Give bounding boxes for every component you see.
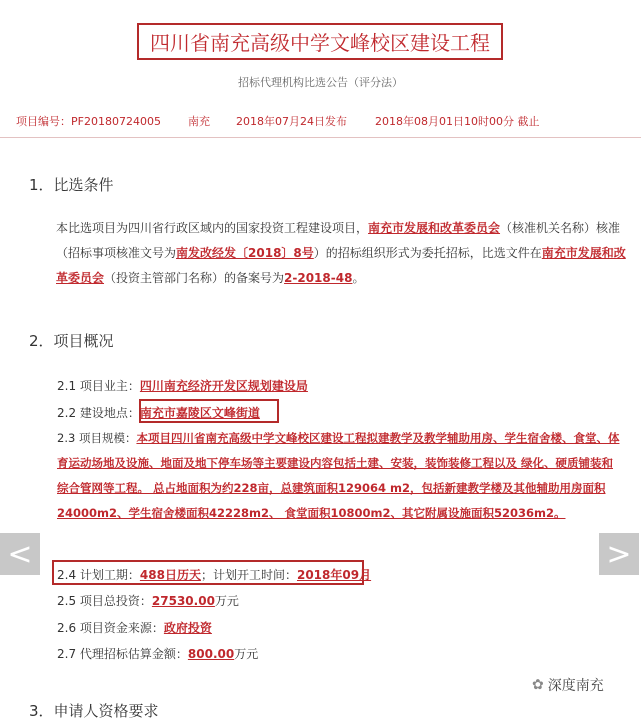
- deadline: 2018年08月01日10时00分 截止: [375, 115, 540, 128]
- next-arrow-button[interactable]: [599, 533, 639, 575]
- text-run: 本比选项目为四川省行政区域内的国家投资工程建设项目，: [56, 221, 369, 235]
- site-value: 南充市嘉陵区文峰街道: [139, 406, 260, 420]
- wechat-icon: ✿: [532, 677, 544, 693]
- investment-value: 27530.00: [151, 594, 215, 608]
- approval-number: 南发改经发〔2018〕8号: [176, 246, 314, 260]
- publish-date: 2018年07月24日发布: [236, 115, 347, 128]
- investment-unit: 万元: [214, 594, 239, 608]
- title-box: [137, 23, 503, 60]
- owner-value: 四川南充经济开发区规划建设局: [139, 379, 308, 393]
- prev-arrow-button[interactable]: [0, 533, 40, 575]
- fee-row: [57, 645, 258, 662]
- text-run: （投资主管部门名称）的备案号为: [104, 271, 285, 285]
- page-title: 四川省南充高级中学文峰校区建设工程: [150, 31, 490, 55]
- start-value: 2018年09月: [296, 568, 372, 582]
- filing-number: 2-2018-48: [284, 271, 353, 285]
- project-number: 项目编号：PF20180724005: [16, 115, 161, 128]
- scale-row: [57, 426, 622, 526]
- fund-row: [57, 619, 212, 636]
- owner-row: [57, 377, 308, 394]
- fee-value: 800.00: [187, 647, 235, 661]
- investment-row: [57, 592, 239, 609]
- fee-label: 2.7 代理招标估算金额：: [57, 647, 188, 661]
- site-row: [57, 404, 260, 421]
- fund-value: 政府投资: [163, 621, 212, 635]
- page-subtitle: 招标代理机构比选公告（评分法）: [238, 76, 403, 89]
- meta-row: [0, 107, 641, 133]
- text-run: ）的招标组织形式为委托招标，比选文件在: [313, 246, 542, 260]
- section2-heading: 2．项目概况: [29, 332, 114, 350]
- chevron-left-icon: <: [7, 536, 33, 572]
- site-label: 2.2 建设地点：: [57, 406, 140, 420]
- section1-paragraph: [56, 216, 631, 291]
- city: 南充: [188, 115, 210, 128]
- filing-org: 南充市发展和改革委员会: [56, 246, 626, 285]
- period-value: 488日历天: [139, 568, 201, 582]
- brand-name: 深度南充: [547, 678, 604, 694]
- investment-label: 2.5 项目总投资：: [57, 594, 152, 608]
- chevron-right-icon: >: [606, 536, 632, 572]
- scale-label: 2.3 项目规模：: [57, 431, 137, 445]
- start-label: ；计划开工时间：: [200, 568, 297, 582]
- text-run: （核准机关名称）核准（招标事项核准文号为: [56, 221, 621, 260]
- divider: [0, 137, 641, 138]
- section3-heading: 3．申请人资格要求: [29, 702, 159, 720]
- approval-org: 南充市发展和改革委员会: [368, 221, 501, 235]
- period-row: [57, 566, 371, 583]
- owner-label: 2.1 项目业主：: [57, 379, 140, 393]
- text-run: 。: [352, 271, 365, 285]
- fund-label: 2.6 项目资金来源：: [57, 621, 164, 635]
- period-label: 2.4 计划工期：: [57, 568, 140, 582]
- brand-watermark: [532, 675, 604, 695]
- section1-heading: 1．比选条件: [29, 176, 114, 194]
- scale-value: 本项目四川省南充高级中学文峰校区建设工程拟建教学及教学辅助用房、学生宿舍楼、食堂、体育运动场地及设施、地面及地下停车场等主要建设内容包括土建、安装，装饰装修工程以及 绿化、硬质铺装和综合管网等工程。 总占地面积为约228亩，总建筑面积129064 m2，包括新建教学楼及其他辅助用房面积24000m2、学生宿舍楼面积42228m2、 食堂面积10800m2、其它附属设施面积52036m2。: [57, 431, 620, 520]
- fee-unit: 万元: [234, 647, 259, 661]
